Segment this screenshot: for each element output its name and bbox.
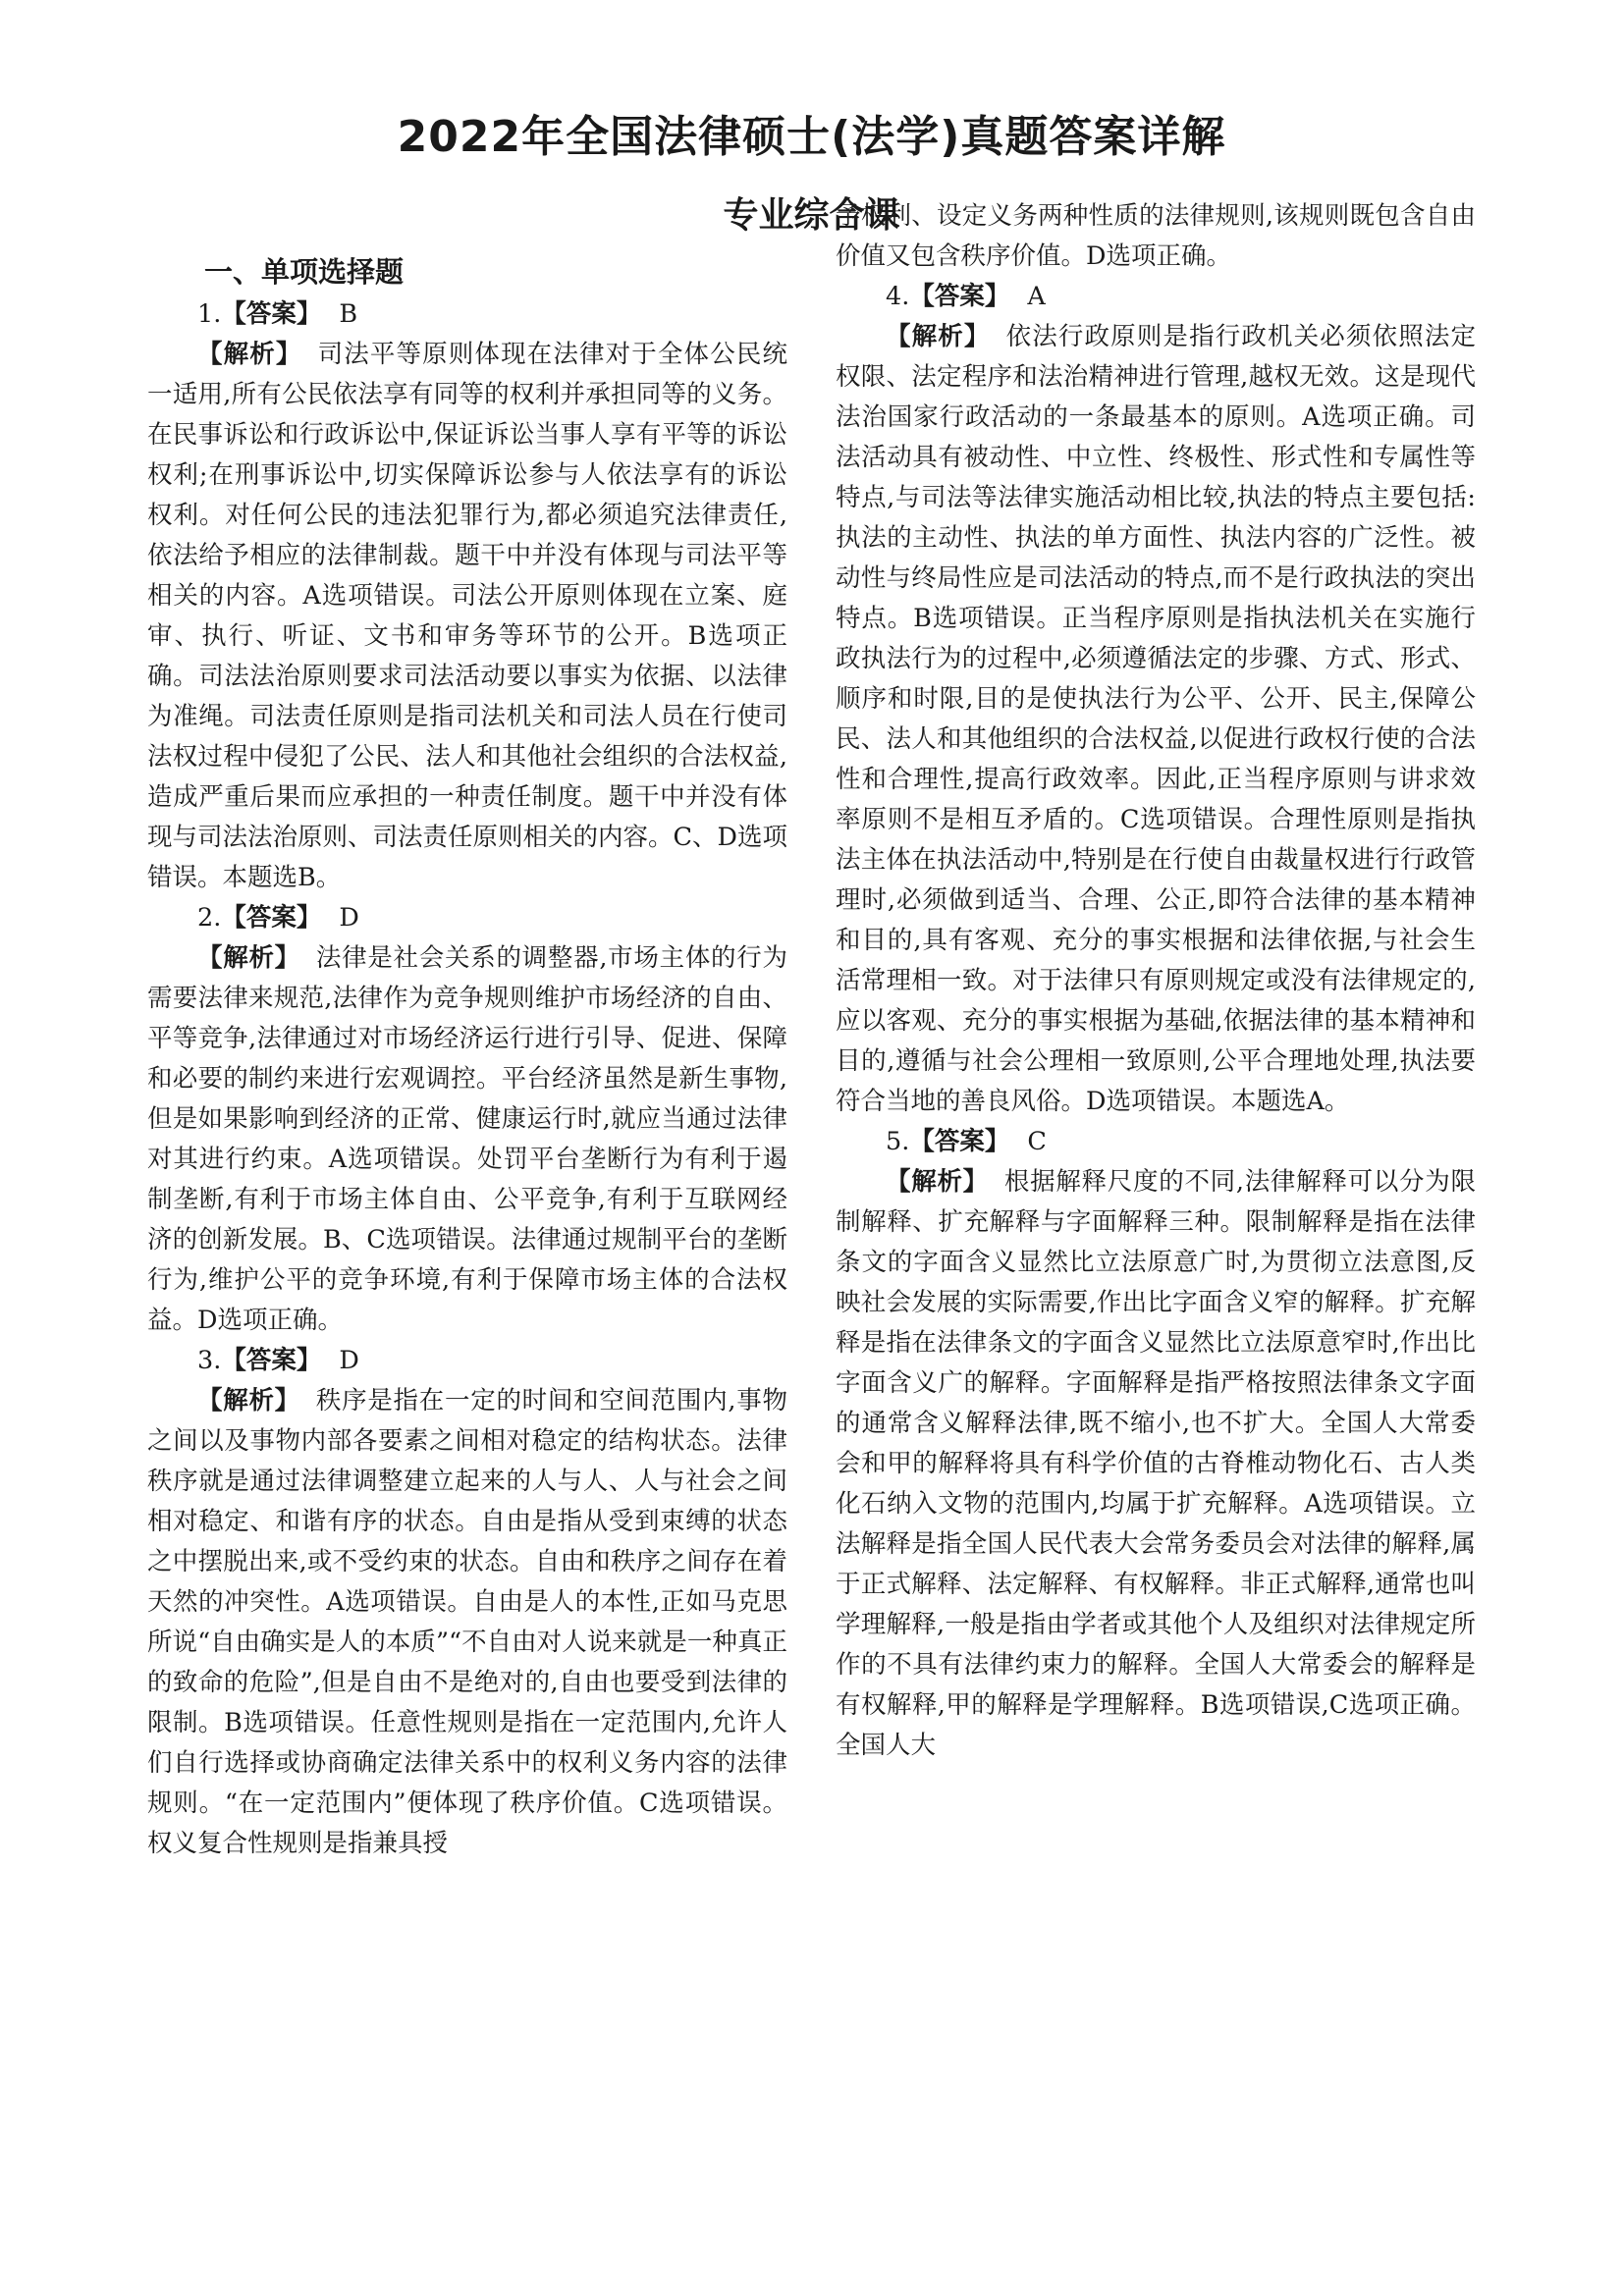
explanation-5 bbox=[836, 1162, 1476, 1766]
answer-value: C bbox=[1027, 1127, 1047, 1156]
answer-label: 【答案】 bbox=[909, 282, 1010, 311]
explanation-3 bbox=[147, 1381, 787, 1864]
answer-label: 【答案】 bbox=[909, 1127, 1010, 1156]
answer-value: D bbox=[339, 903, 359, 933]
answer-value: B bbox=[339, 299, 358, 329]
explanation-text: 法律是社会关系的调整器,市场主体的行为需要法律来规范,法律作为竞争规则维护市场经济的自由、平等竞争,法律通过对市场经济运行进行引导、促进、保障和必要的制约来进行宏观调控。平台经济虽然是新生事物,但是如果影响到经济的正常、健康运行时,就应当通过法律对其进行约束。A选项错误。处罚平台垄断行为有利于遏制垄断,有利于市场主体自由、公平竞争,有利于互联网经济的创新发展。B、C选项错误。法律通过规制平台的垄断行为,维护公平的竞争环境,有利于保障市场主体的合法权益。D选项正确。 bbox=[147, 943, 787, 1335]
explanation-text: 依法行政原则是指行政机关必须依照法定权限、法定程序和法治精神进行管理,越权无效。这是现代法治国家行政活动的一条最基本的原则。A选项正确。司法活动具有被动性、中立性、终极性、形式性和专属性等特点,与司法等法律实施活动相比较,执法的特点主要包括:执法的主动性、执法的单方面性、执法内容的广泛性。被动性与终局性应是司法活动的特点,而不是行政执法的突出特点。B选项错误。正当程序原则是指执法机关在实施行政执法行为的过程中,必须遵循法定的步骤、方式、形式、顺序和时限,目的是使执法行为公平、公开、民主,保障公民、法人和其他组织的合法权益,以促进行政权行使的合法性和合理性,提高行政效率。因此,正当程序原则与讲求效率原则不是相互矛盾的。C选项错误。合理性原则是指执法主体在执法活动中,特别是在行使自由裁量权进行行政管理时,必须做到适当、合理、公正,即符合法律的基本精神和目的,具有客观、充分的事实根据和法律依据,与社会生活常理相一致。对于法律只有原则规定或没有法律规定的,应以客观、充分的事实根据为基础,依据法律的基本精神和目的,遵循与社会公理相一致原则,公平合理地处理,执法要符合当地的善良风俗。D选项错误。本题选A。 bbox=[836, 322, 1476, 1116]
explanation-text: 根据解释尺度的不同,法律解释可以分为限制解释、扩充解释与字面解释三种。限制解释是指在法律条文的字面含义显然比立法原意广时,为贯彻立法意图,反映社会发展的实际需要,作出比字面含义窄的解释。扩充解释是指在法律条文的字面含义显然比立法原意窄时,作出比字面含义广的解释。字面解释是指严格按照法律条文字面的通常含义解释法律,既不缩小,也不扩大。全国人大常委会和甲的解释将具有科学价值的古脊椎动物化石、古人类化石纳入文物的范围内,均属于扩充解释。A选项错误。立法解释是指全国人民代表大会常务委员会对法律的解释,属于正式解释、法定解释、有权解释。非正式解释,通常也叫学理解释,一般是指由学者或其他个人及组织对法律规定所作的不具有法律约束力的解释。全国人大常委会的解释是有权解释,甲的解释是学理解释。B选项错误,C选项正确。全国人大 bbox=[836, 1167, 1476, 1760]
answer-value: A bbox=[1027, 282, 1046, 311]
right-column bbox=[836, 196, 1476, 1766]
answer-line-4 bbox=[836, 277, 1476, 317]
answer-line-2 bbox=[147, 898, 787, 938]
page-title: 2022年全国法律硕士(法学)真题答案详解 bbox=[397, 112, 1226, 162]
answer-label: 【答案】 bbox=[221, 1346, 322, 1375]
answer-line-3 bbox=[147, 1341, 787, 1381]
question-number: 3. bbox=[197, 1346, 222, 1375]
question-number: 2. bbox=[197, 903, 222, 933]
explanation-label: 【解析】 bbox=[197, 943, 300, 973]
section-heading: 一、单项选择题 bbox=[204, 255, 405, 289]
explanation-2 bbox=[147, 938, 787, 1341]
page-subtitle: 专业综合课 bbox=[723, 195, 900, 236]
answer-line-5 bbox=[836, 1122, 1476, 1162]
explanation-label: 【解析】 bbox=[886, 1167, 989, 1197]
answer-line-1 bbox=[147, 294, 787, 335]
explanation-1 bbox=[147, 335, 787, 898]
answer-value: D bbox=[339, 1346, 359, 1375]
explanation-label: 【解析】 bbox=[197, 340, 302, 369]
explanation-label: 【解析】 bbox=[197, 1386, 300, 1415]
explanation-text: 秩序是指在一定的时间和空间范围内,事物之间以及事物内部各要素之间相对稳定的结构状态。法律秩序就是通过法律调整建立起来的人与人、人与社会之间相对稳定、和谐有序的状态。自由是指从受到束缚的状态之中摆脱出来,或不受约束的状态。自由和秩序之间存在着天然的冲突性。A选项错误。自由是人的本性,正如马克思所说“自由确实是人的本质”“不自由对人说来就是一种真正的致命的危险”,但是自由不是绝对的,自由也要受到法律的限制。B选项错误。任意性规则是指在一定范围内,允许人们自行选择或协商确定法律关系中的权利义务内容的法律规则。“在一定范围内”便体现了秩序价值。C选项错误。权义复合性规则是指兼具授 bbox=[147, 1386, 787, 1858]
question-number: 4. bbox=[886, 282, 910, 311]
left-column bbox=[147, 249, 787, 1864]
question-number: 1. bbox=[197, 299, 222, 329]
explanation-label: 【解析】 bbox=[886, 322, 991, 351]
explanation-3-continued: 予权利、设定义务两种性质的法律规则,该规则既包含自由价值又包含秩序价值。D选项正确。 bbox=[836, 201, 1476, 271]
explanation-text: 司法平等原则体现在法律对于全体公民统一适用,所有公民依法享有同等的权利并承担同等的义务。在民事诉讼和行政诉讼中,保证诉讼当事人享有平等的诉讼权利;在刑事诉讼中,切实保障诉讼参与人依法享有的诉讼权利。对任何公民的违法犯罪行为,都必须追究法律责任,依法给予相应的法律制裁。题干中并没有体现与司法平等相关的内容。A选项错误。司法公开原则体现在立案、庭审、执行、听证、文书和审务等环节的公开。B选项正确。司法法治原则要求司法活动要以事实为依据、以法律为准绳。司法责任原则是指司法机关和司法人员在行使司法权过程中侵犯了公民、法人和其他社会组织的合法权益,造成严重后果而应承担的一种责任制度。题干中并没有体现与司法法治原则、司法责任原则相关的内容。C、D选项错误。本题选B。 bbox=[147, 340, 787, 892]
explanation-4 bbox=[836, 317, 1476, 1122]
answer-label: 【答案】 bbox=[221, 903, 322, 933]
answer-label: 【答案】 bbox=[221, 299, 322, 329]
question-number: 5. bbox=[886, 1127, 910, 1156]
